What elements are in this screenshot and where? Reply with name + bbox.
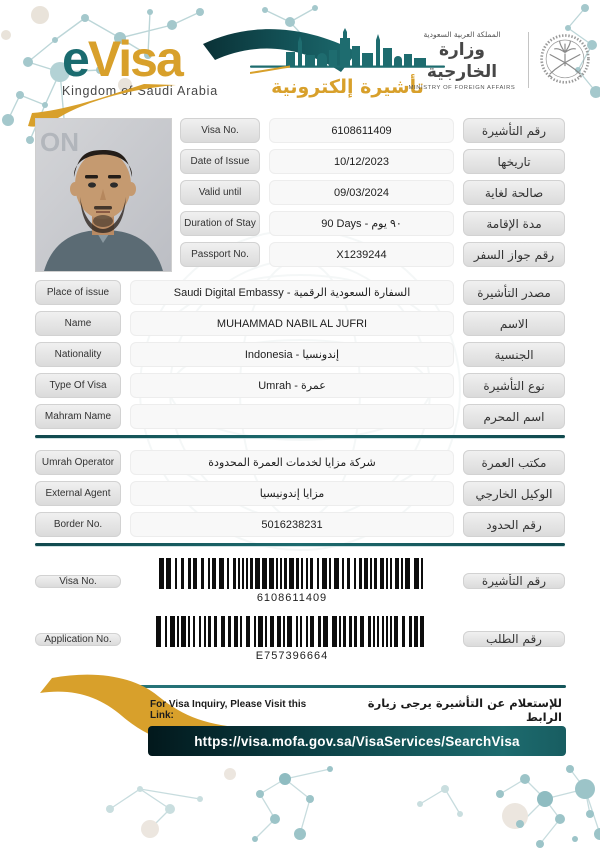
field-label-ar: نوع التأشيرة <box>463 373 565 398</box>
field-label-ar: مدة الإقامة <box>463 211 565 236</box>
row-passport-no <box>180 242 565 267</box>
field-value: مزايا إندونيسيا <box>130 481 454 506</box>
teal-divider <box>35 543 565 546</box>
row-type-of-visa <box>35 373 565 398</box>
row-nationality <box>35 342 565 367</box>
field-value: شركة مزايا لخدمات العمرة المحدودة <box>130 450 454 475</box>
field-label-en: Place of issue <box>35 280 121 305</box>
evisa-title-arabic: تأشيرة إلكترونية <box>271 76 424 98</box>
inquiry-text-arabic: للإستعلام عن التأشيرة يرجى زيارة الرابط <box>367 696 562 724</box>
field-label-ar: مصدر التأشيرة <box>463 280 565 305</box>
logo-e: e <box>62 31 88 87</box>
visa-number-barcode <box>159 558 425 589</box>
field-value: 5016238231 <box>130 512 454 537</box>
kingdom-name-arabic: المملكة العربية السعودية <box>423 30 501 39</box>
field-value: 90 Days - ٩٠ يوم <box>269 211 454 236</box>
field-label-en: Duration of Stay <box>180 211 260 236</box>
field-value: MUHAMMAD NABIL AL JUFRI <box>130 311 454 336</box>
field-label-en: Name <box>35 311 121 336</box>
field-label-en: Type Of Visa <box>35 373 121 398</box>
field-label-ar: صالحة لغاية <box>463 180 565 205</box>
application-number-barcode <box>156 616 428 647</box>
row-visa-no <box>180 118 565 143</box>
field-label-ar: رقم جواز السفر <box>463 242 565 267</box>
visa-search-url-bar[interactable] <box>148 726 566 756</box>
field-value: Saudi Digital Embassy - السفارة السعودية الرقمية <box>130 280 454 305</box>
field-value: 6108611409 <box>269 118 454 143</box>
field-value: X1239244 <box>269 242 454 267</box>
barcode-row-application-no <box>35 616 565 662</box>
row-mahram-name <box>35 404 565 429</box>
visa-search-url[interactable]: https://visa.mofa.gov.sa/VisaServices/SearchVisa <box>194 733 520 749</box>
field-value <box>130 404 454 429</box>
row-border-no <box>35 512 565 537</box>
row-valid-until <box>180 180 565 205</box>
field-label-en: Nationality <box>35 342 121 367</box>
field-label-en: Mahram Name <box>35 404 121 429</box>
field-label-ar: رقم الطلب <box>463 631 565 647</box>
field-label-en: Valid until <box>180 180 260 205</box>
teal-divider <box>35 435 565 438</box>
row-duration-of-stay <box>180 211 565 236</box>
barcode-number: E757396664 <box>255 650 329 662</box>
logo-subtitle: Kingdom of Saudi Arabia <box>62 84 218 98</box>
barcode-number: 6108611409 <box>256 592 328 604</box>
field-label-en: Border No. <box>35 512 121 537</box>
row-umrah-operator <box>35 450 565 475</box>
field-value: Indonesia - إندونسيا <box>130 342 454 367</box>
ministry-name-arabic: وزارة الخارجية <box>426 40 498 82</box>
inquiry-text-english: For Visa Inquiry, Please Visit this Link: <box>150 699 307 721</box>
field-label-en: Visa No. <box>35 575 121 588</box>
photo-and-primary-fields <box>35 118 565 273</box>
mofa-emblem-icon <box>538 26 592 90</box>
field-label-en: Date of Issue <box>180 149 260 174</box>
inquiry-line <box>150 696 562 724</box>
row-place-of-issue <box>35 280 565 305</box>
field-value: 09/03/2024 <box>269 180 454 205</box>
field-label-en: Visa No. <box>180 118 260 143</box>
field-label-en: Umrah Operator <box>35 450 121 475</box>
field-label-ar: رقم التأشيرة <box>463 118 565 143</box>
field-label-en: External Agent <box>35 481 121 506</box>
field-label-ar: تاريخها <box>463 149 565 174</box>
field-label-en: Application No. <box>35 633 121 646</box>
field-label-ar: الاسم <box>463 311 565 336</box>
visa-content <box>35 118 565 674</box>
row-external-agent <box>35 481 565 506</box>
field-value: Umrah - عمرة <box>130 373 454 398</box>
ministry-name-english: MINISTRY OF FOREIGN AFFAIRS <box>408 85 516 91</box>
field-label-en: Passport No. <box>180 242 260 267</box>
field-label-ar: اسم المحرم <box>463 404 565 429</box>
row-date-of-issue <box>180 149 565 174</box>
applicant-photo <box>35 118 172 272</box>
logo-visa: Visa <box>87 31 182 87</box>
field-value: 10/12/2023 <box>269 149 454 174</box>
field-label-ar: الجنسية <box>463 342 565 367</box>
header-vertical-divider <box>528 32 529 88</box>
field-label-ar: الوكيل الخارجي <box>463 481 565 506</box>
field-label-ar: مكتب العمرة <box>463 450 565 475</box>
field-label-ar: رقم الحدود <box>463 512 565 537</box>
row-name <box>35 311 565 336</box>
molecule-decoration-bottom <box>0 754 600 849</box>
barcode-row-visa-no <box>35 558 565 604</box>
field-label-ar: رقم التأشيرة <box>463 573 565 589</box>
photo-watermark: ON <box>40 127 79 157</box>
ministry-block <box>408 30 516 91</box>
